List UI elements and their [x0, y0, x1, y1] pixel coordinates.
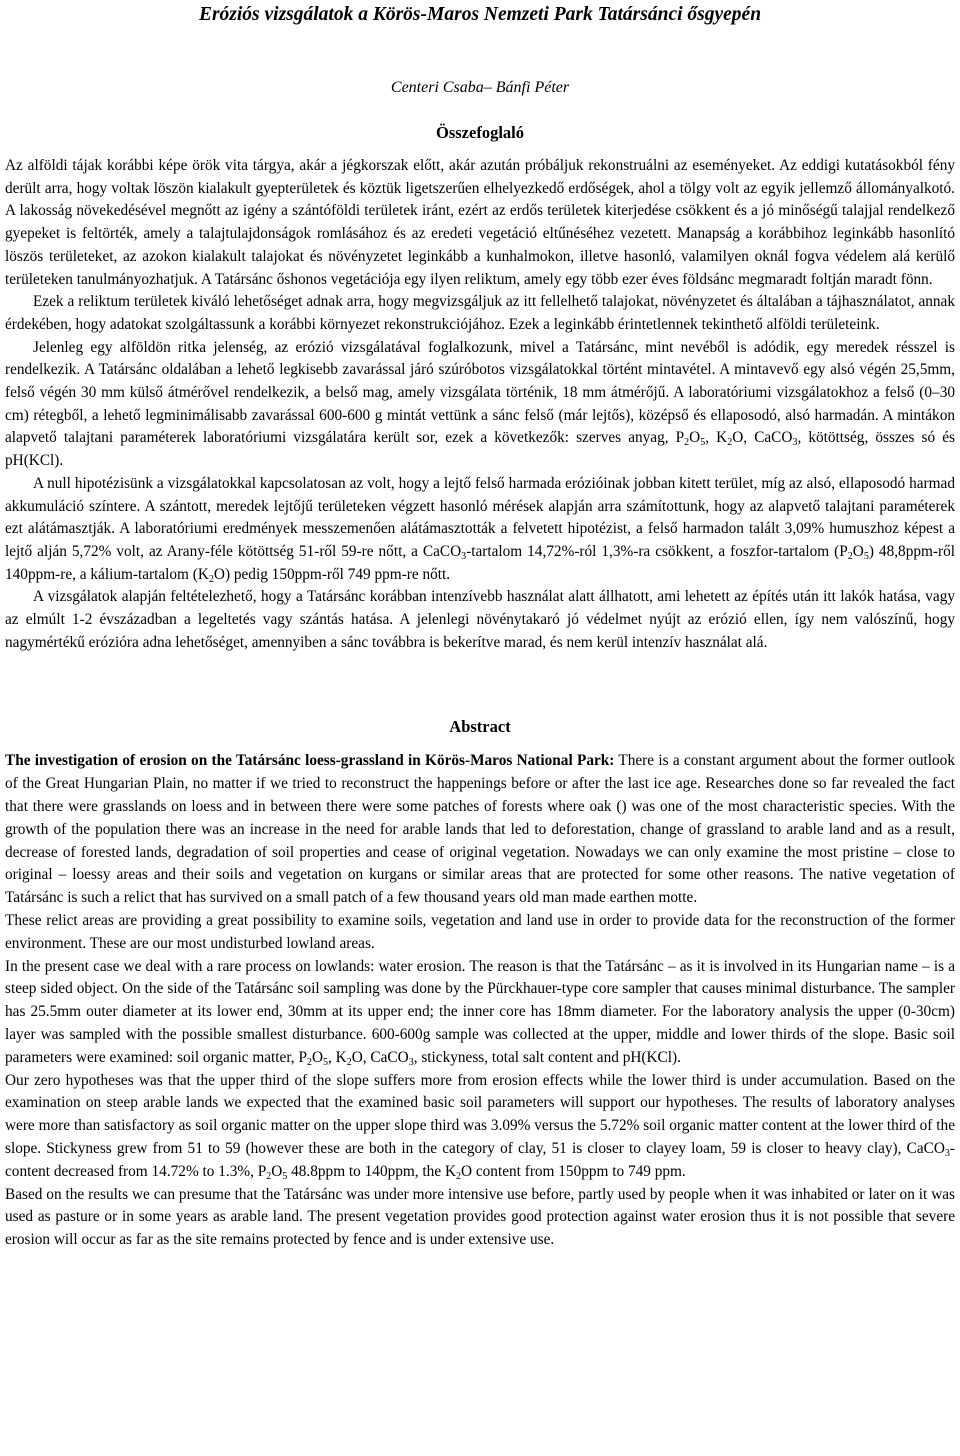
summary-paragraph: A null hipotézisünk a vizsgálatokkal kapcsolatosan az volt, hogy a lejtő felső harmada erózióinak jobban kitett terület, míg az alsó, ellaposodó harmad akkumuláció színtere. A szántott, meredek lejtőjű területeken végzett hasonló mérések alapján arra számítottunk, hogy az alapvető talajtani paraméterek ezt alátámasztják. A laboratóriumi eredmények messzemenően alátámasztották a felvetett hipotézist, a felső harmadon talált 3,09% humuszhoz képest a lejtő alján 5,72% volt, az Arany-féle kötöttség 51-ről 59-re nőtt, a CaCO$_3$-tartalom 14,72%-ról 1,3%-ra csökkent, a foszfor-tartalom $(P_2O_5)$ 48,8ppm-ről 140ppm-re, a kálium-tartalom $(K_2O)$ pedig 150ppm-ről 749 ppm-re nőtt.: [5, 474, 955, 585]
abstract-paragraph-text: There is a constant argument about the former outlook of the Great Hungarian Plain, no matter if we tried to reconstruct the happenings before or after the last ice age. Researches done so far revealed the fact that there were grasslands on loess and in between there were some patches of forests where oak () was one of the most characteristic species. With the growth of the population there was an increase in the need for arable lands that led to deforestation, change of grassland to arable land and as a result, decrease of forested lands, degradation of soil properties and cease of original vegetation. Nowadays we can only examine the most pristine – close to original – loessy areas and their soils and vegetation on kurgans or similar areas that are protected for some other reasons. The native vegetation of Tatársánc is such a relict that has survived on a small patch of a few thousand years old man made earthen motte.: [5, 752, 955, 907]
subscript: 3: [792, 437, 798, 449]
subscript: 2: [684, 437, 690, 449]
abstract-paragraph: Based on the results we can presume that the Tatársánc was under more intensive use before, partly used by people when it was inhabited or later on it was used as pasture or in some years as arable land. The present vegetation provides good protection against water erosion thus it is not possible that severe erosion will occur as far as the site remains protected by fence and is under extensive use.: [5, 1185, 955, 1249]
summary-paragraph: Ezek a reliktum területek kiváló lehetőséget adnak arra, hogy megvizsgáljuk az itt fellelhető talajokat, növényzetet és általában a tájhasználatot, annak érdekében, hogy adatokat szolgáltassunk a korábbi környezet rekonstrukciójához. Ezek a leginkább érintetlennek tekinthető alföldi területeink.: [5, 293, 955, 333]
abstract-heading: Abstract: [449, 717, 511, 737]
subscript: 2: [266, 1170, 272, 1182]
abstract-body: [5, 750, 955, 1252]
summary-paragraph: A vizsgálatok alapján feltételezhető, hogy a Tatársánc korábban intenzívebb használat alatt állhatott, ami lehetett az építés után itt lakók hatása, vagy az elmúlt 1-2 évszázadban a legeltetés vagy szántás hatása. A jelenlegi növénytakaró jó védelmet nyújt az erózió ellen, így nem valószínű, hogy nagymértékű erózióra adna lehetőséget, amennyiben a sánc továbbra is bekerítve marad, és nem kerül intenzív használat alá.: [5, 588, 955, 651]
abstract-paragraph: Our zero hypotheses was that the upper third of the slope suffers more from erosion effects while the lower third is under accumulation. Based on the examination on steep arable lands we expected that the examined basic soil parameters will support our hypotheses. The results of laboratory analyses were more than satisfactory as soil organic matter on the upper slope third was 3.09% versus the 5.72% soil organic matter content at the lower third of the slope. Stickyness grew from 51 to 59 (however these are both in the category of clay, 51 is closer to clayey loam, 59 is closer to heavy clay), CaCO$_3$-content decreased from 14.72% to 1.3%, $P_2O_5$ 48.8ppm to 140ppm, the $K_2O$ content from 150ppm to 749 ppm.: [5, 1071, 955, 1182]
subscript: 2: [306, 1056, 312, 1068]
subscript: 5: [323, 1056, 329, 1068]
paper-title: Eróziós vizsgálatok a Körös-Maros Nemzeti Park Tatársánci ősgyepén: [198, 4, 762, 25]
subscript: 5: [282, 1170, 288, 1182]
subscript: 3: [461, 550, 467, 562]
paper-authors: Centeri Csaba– Bánfi Péter: [390, 79, 570, 96]
subscript: 2: [456, 1170, 461, 1182]
subscript: 2: [847, 550, 853, 562]
subscript: 5: [863, 550, 869, 562]
subscript: 3: [944, 1148, 950, 1160]
summary-body: [5, 155, 955, 654]
subscript: 2: [727, 437, 733, 449]
summary-paragraph: Az alföldi tájak korábbi képe örök vita tárgya, akár a jégkorszak előtt, akár azután próbáljuk rekonstruálni az eseményeket. Az eddigi kutatásokból fény derült arra, hogy voltak löszön kialakult gyepterületek és köztük ligetszerűen elhelyezkedő erdőségek, ahol a tölgy volt az egyik jellemző állományalkotó. A lakosság növekedésével megnőtt az igény a szántóföldi területek iránt, ezért az erdős területek kiterjedése csökkent és a jó minőségű talajjal rendelkező gyepeket is feltörték, amely a talajtulajdonságok romlásához és az eredeti vegetáció eltűnéséhez vezetett. Manapság a korábbihoz leginkább hasonlító löszös területeket, az azokon kialakult talajokat és növényzetet leginkább a kunhalmokon, illetve hasonló, valamilyen oknál fogva védelem alá kerülő területeken tanulmányozhatjuk. A Tatársánc őshonos vegetációja egy ilyen reliktum, amely egy több ezer éves földsánc megmaradt foltján maradt fönn.: [5, 157, 955, 288]
subscript: 5: [700, 437, 706, 449]
abstract-paragraph: In the present case we deal with a rare process on lowlands: water erosion. The reason is that the Tatársánc – as it is involved in its Hungarian name – is a steep sided object. On the side of the Tatársánc soil sampling was done by the Pürckhauer-type core sampler that causes minimal disturbance. The sampler has 25.5mm outer diameter at its lower end, 30mm at its upper end; the inner core has 18mm diameter. For the laboratory analysis the upper (0-30cm) layer was sampled with the possible smallest disturbance. 600-600g sample was collected at the upper, middle and lower thirds of the slope. Basic soil parameters were examined: soil organic matter, $P_2O_5$, $K_2O$, CaCO$_3$, stickyness, total salt content and pH(KCl).: [5, 957, 955, 1068]
summary-heading: Összefoglaló: [436, 123, 524, 142]
subscript: 2: [208, 573, 214, 585]
summary-paragraph: Jelenleg egy alföldön ritka jelenség, az erózió vizsgálatával foglalkozunk, mivel a Tatársánc, mint nevéből is adódik, egy meredek résszel is rendelkezik. A Tatársánc oldalában a lehető legkisebb zavarással járó szúróbotos vizsgálatokkal történt mintavétel. A mintavevő egy alsó végén 25,5mm, felső végén 30 mm külső átmérővel rendelkezik, a belső mag, amely vizsgálata történik, 18 mm átmérőjű. A laboratóriumi vizsgálatokhoz a felső (0–30 cm) rétegből, a lehető legminimálisabb zavarással 600-600 g mintát vettünk a sánc felső (már lejtős), középső és ellaposodó, alsó harmadán. A mintákon alapvető talajtani paraméterek laboratóriumi vizsgálatára került sor, ezek a következők: szerves anyag, $P_2O_5$, $K_2O$, CaCO$_3$, kötöttség, összes só és pH(KCl).: [5, 338, 955, 470]
abstract-lead-title: The investigation of erosion on the Tatársánc loess-grassland in Körös-Maros National Park:: [5, 752, 615, 770]
subscript: 3: [408, 1056, 414, 1068]
subscript: 2: [346, 1056, 352, 1068]
abstract-paragraph: These relict areas are providing a great possibility to examine soils, vegetation and land use in order to provide data for the reconstruction of the former environment. These are our most undisturbed lowland areas.: [5, 912, 955, 952]
abstract-paragraph: [5, 750, 955, 910]
